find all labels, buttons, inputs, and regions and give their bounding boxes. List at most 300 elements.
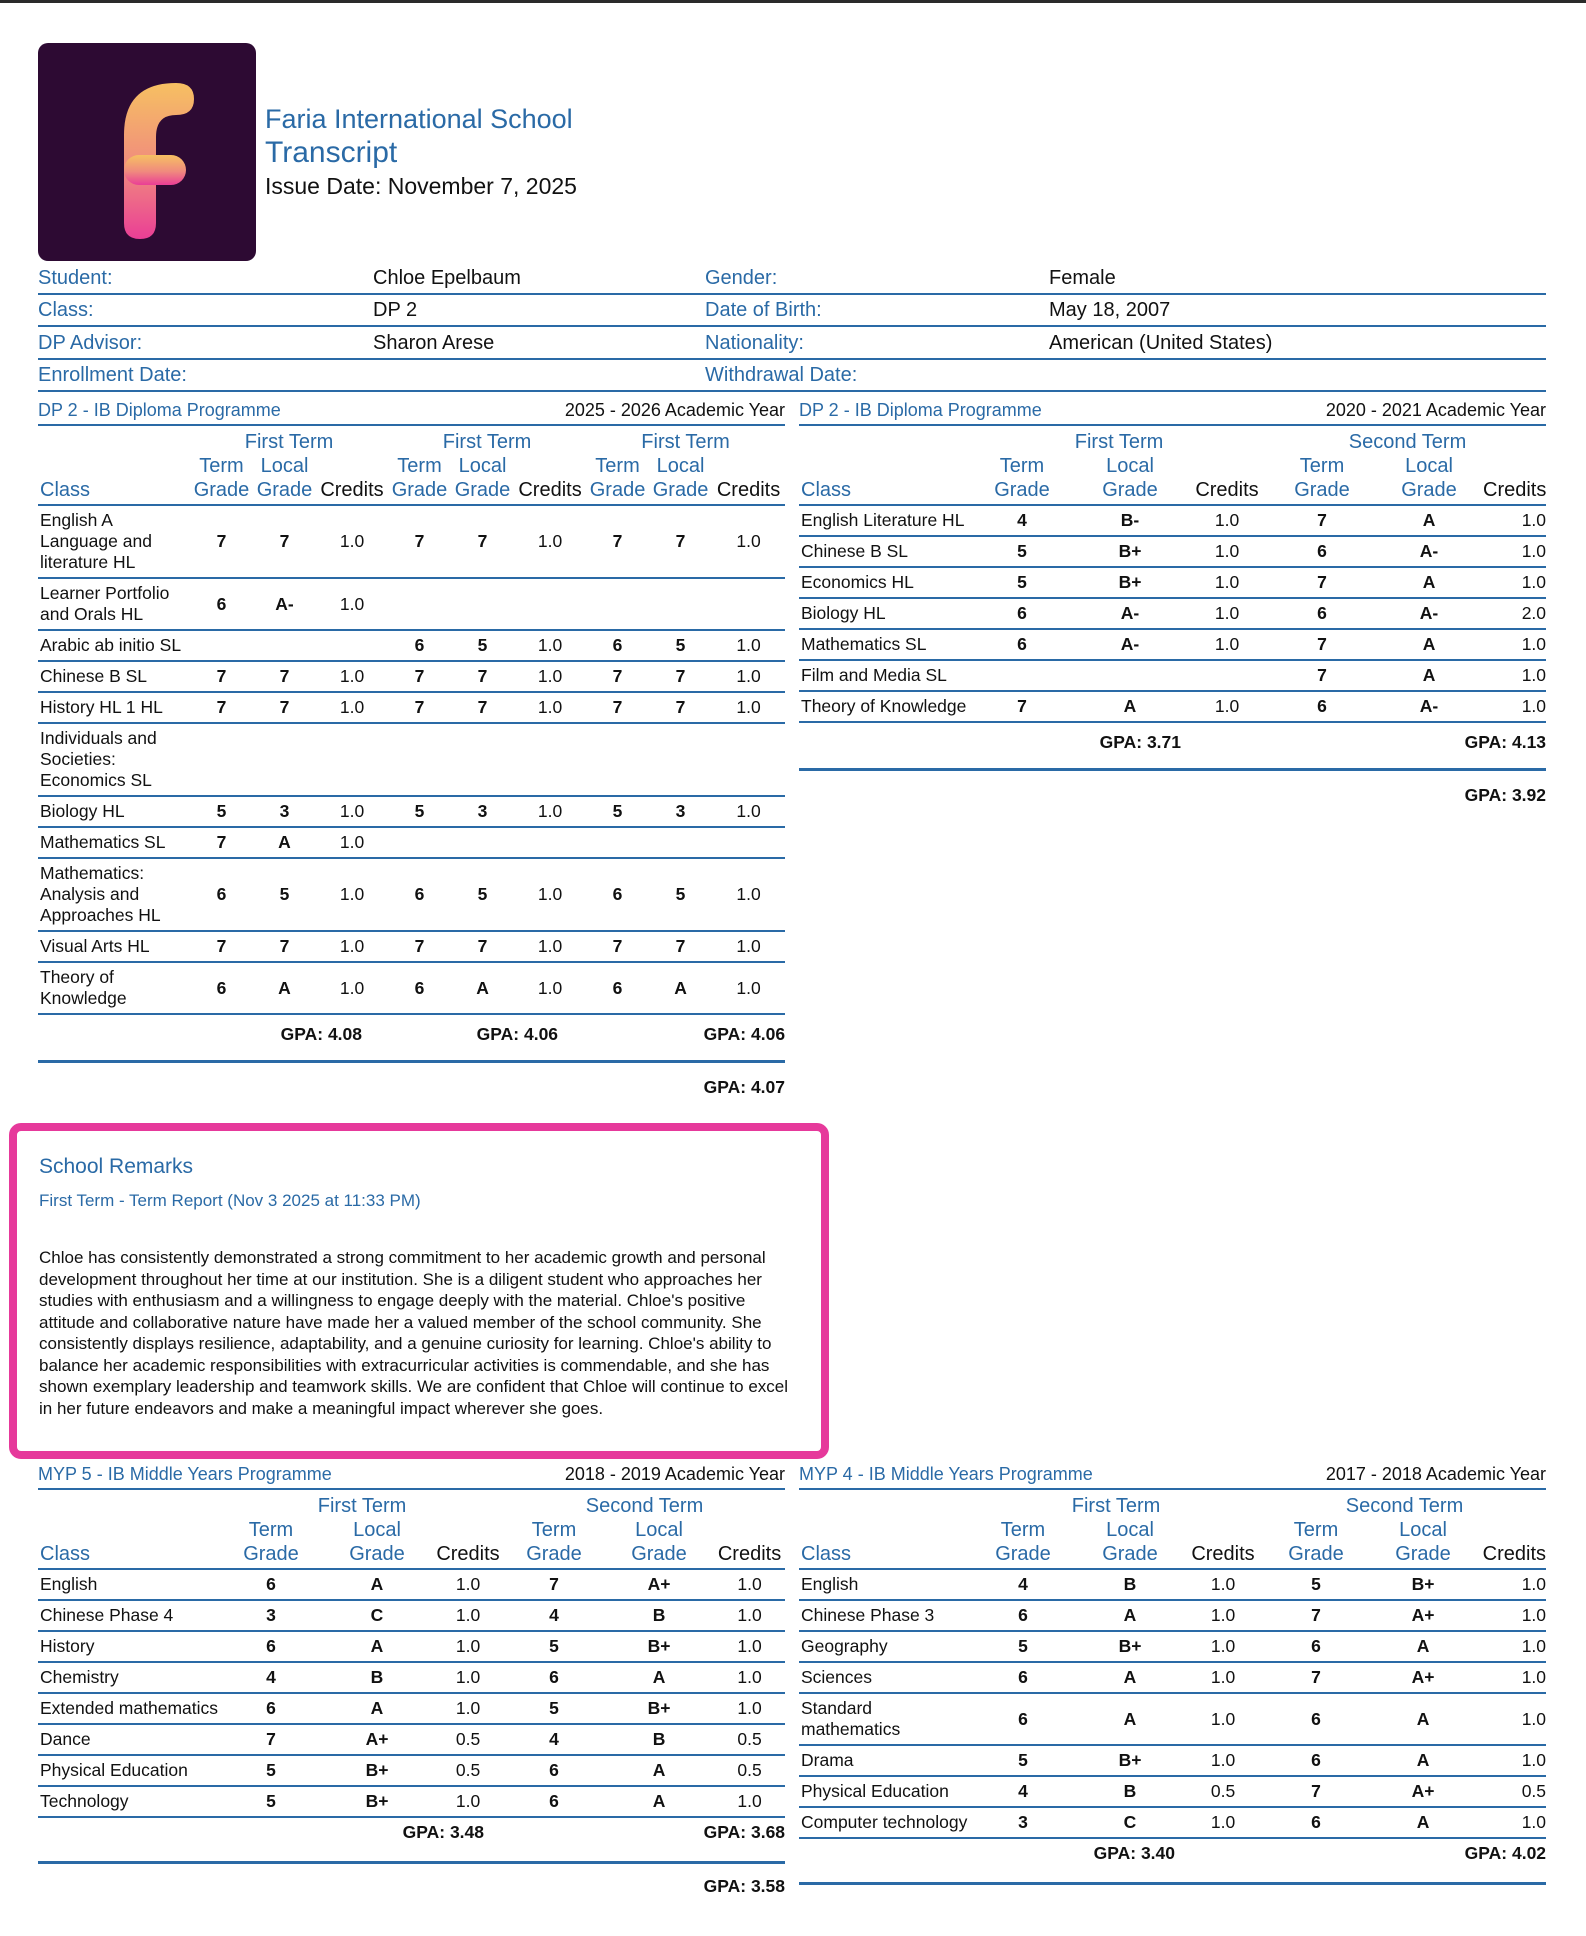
dp2-2025-section <box>38 402 785 1098</box>
term-grade-cell: 7 <box>1269 629 1375 660</box>
info-row <box>38 262 1546 295</box>
local-grade-cell: 7 <box>649 692 712 723</box>
local-grade-cell: A <box>1375 629 1483 660</box>
credits-cell: 1.0 <box>1483 691 1546 722</box>
grades-table <box>38 1490 785 1847</box>
year-gpa: GPA: 4.07 <box>703 1077 785 1097</box>
school-name: Faria International School <box>265 104 573 134</box>
credits-cell: 1.0 <box>316 858 388 931</box>
class-name-cell: English <box>38 1569 220 1600</box>
local-grade-cell: 7 <box>253 661 316 692</box>
term-grade-cell: 7 <box>388 661 451 692</box>
term-spacer <box>38 1490 220 1518</box>
term-grade-cell: 7 <box>388 505 451 578</box>
term-header: Second Term <box>585 1495 704 1517</box>
gpa-divider <box>38 1060 785 1063</box>
local-grade-header: Local Grade <box>1077 1518 1183 1569</box>
credits-cell: 1.0 <box>1183 1631 1263 1662</box>
local-grade-cell: A- <box>1375 536 1483 567</box>
term-grade-header: Term Grade <box>586 454 649 505</box>
class-name-cell: English <box>799 1569 969 1600</box>
class-name-cell: Physical Education <box>38 1755 220 1786</box>
class-name-cell: English A Language and literature HL <box>38 505 190 578</box>
term-grade-cell: 5 <box>220 1755 322 1786</box>
class-name-cell: Film and Media SL <box>799 660 969 691</box>
local-grade-header: Local Grade <box>1375 454 1483 505</box>
term-grade-cell: 7 <box>1263 1776 1369 1807</box>
gpa-divider <box>38 1861 785 1864</box>
local-grade-cell <box>649 827 712 858</box>
term-grade-cell: 6 <box>1269 536 1375 567</box>
credits-cell: 1.0 <box>514 931 586 962</box>
credits-header: Credits <box>316 454 388 505</box>
term-grade-cell: 6 <box>190 858 253 931</box>
local-grade-cell: A <box>1369 1693 1477 1745</box>
local-grade-cell: 5 <box>649 630 712 661</box>
local-grade-cell: A <box>1075 691 1185 722</box>
credits-cell: 2.0 <box>1483 598 1546 629</box>
gpa-row <box>38 1817 785 1847</box>
credits-cell: 1.0 <box>514 661 586 692</box>
local-grade-cell: 7 <box>253 931 316 962</box>
term-grade-cell <box>190 630 253 661</box>
term-grade-cell: 5 <box>969 1745 1077 1776</box>
document-title: Transcript <box>265 136 398 169</box>
local-grade-cell: B+ <box>322 1786 432 1817</box>
term-grade-cell: 6 <box>220 1693 322 1724</box>
local-grade-cell: 7 <box>649 505 712 578</box>
year-gpa: GPA: 3.58 <box>703 1876 785 1896</box>
term-header: First Term <box>442 431 532 453</box>
class-name-cell: Individuals and Societies: Economics SL <box>38 723 190 796</box>
term-grade-header: Term Grade <box>190 454 253 505</box>
term-grade-cell: 7 <box>388 692 451 723</box>
credits-cell: 1.0 <box>1185 691 1269 722</box>
local-grade-cell: A <box>604 1786 714 1817</box>
info-row <box>38 327 1546 360</box>
term-grade-cell: 6 <box>220 1631 322 1662</box>
credits-cell: 1.0 <box>1185 598 1269 629</box>
local-grade-cell: A+ <box>604 1569 714 1600</box>
term-header: First Term <box>1074 431 1164 453</box>
info-label: Date of Birth: <box>705 299 822 321</box>
local-grade-cell: B <box>1077 1569 1183 1600</box>
credits-cell: 1.0 <box>1477 1600 1546 1631</box>
local-grade-cell: C <box>322 1600 432 1631</box>
credits-cell: 1.0 <box>316 962 388 1014</box>
term-grade-cell: 5 <box>586 796 649 827</box>
gpa-row <box>799 1838 1546 1868</box>
term-grade-cell: 5 <box>504 1693 604 1724</box>
credits-cell: 1.0 <box>714 1786 785 1817</box>
term-grade-header: Term Grade <box>504 1518 604 1569</box>
credits-cell: 1.0 <box>432 1569 504 1600</box>
credits-cell: 0.5 <box>1477 1776 1546 1807</box>
local-grade-cell: 7 <box>649 661 712 692</box>
academic-year: 2020 - 2021 Academic Year <box>1325 400 1546 420</box>
local-grade-cell: A- <box>1075 598 1185 629</box>
credits-cell: 1.0 <box>714 1569 785 1600</box>
term-grade-cell: 7 <box>586 692 649 723</box>
local-grade-cell: A <box>322 1631 432 1662</box>
local-grade-header: Local Grade <box>1369 1518 1477 1569</box>
term-grade-header: Term Grade <box>969 454 1075 505</box>
local-grade-cell: A <box>253 962 316 1014</box>
local-grade-cell: B- <box>1075 505 1185 536</box>
table-body <box>799 505 1546 722</box>
term-grade-cell: 7 <box>190 931 253 962</box>
table-row <box>38 692 785 723</box>
term-grade-cell: 6 <box>586 962 649 1014</box>
term-grade-cell: 6 <box>1269 691 1375 722</box>
program-name: DP 2 - IB Diploma Programme <box>38 400 281 420</box>
table-body <box>38 1569 785 1817</box>
class-name-cell: Theory of Knowledge <box>799 691 969 722</box>
term-spacer <box>38 426 190 454</box>
local-grade-cell: A- <box>1075 629 1185 660</box>
credits-cell: 1.0 <box>1185 567 1269 598</box>
table-row <box>799 1776 1546 1807</box>
local-grade-header: Local Grade <box>253 454 316 505</box>
credits-cell: 1.0 <box>712 796 785 827</box>
term-grade-cell: 7 <box>190 661 253 692</box>
local-grade-cell: A <box>1077 1600 1183 1631</box>
local-grade-cell: A <box>604 1755 714 1786</box>
term-grade-cell: 7 <box>190 692 253 723</box>
info-label: Withdrawal Date: <box>705 364 858 386</box>
term-grade-cell: 6 <box>504 1755 604 1786</box>
class-name-cell: Physical Education <box>799 1776 969 1807</box>
credits-cell: 1.0 <box>1477 1807 1546 1838</box>
class-name-cell: English Literature HL <box>799 505 969 536</box>
credits-header: Credits <box>1185 454 1269 505</box>
local-grade-cell: A+ <box>1369 1600 1477 1631</box>
term-gpa: GPA: 4.13 <box>1464 732 1547 752</box>
credits-cell: 1.0 <box>1477 1631 1546 1662</box>
credits-cell: 1.0 <box>1185 536 1269 567</box>
table-row <box>38 1786 785 1817</box>
grades-table <box>38 426 785 1054</box>
term-grade-cell: 4 <box>504 1724 604 1755</box>
top-border <box>0 0 1586 3</box>
credits-cell: 1.0 <box>1185 505 1269 536</box>
issue-date: Issue Date: November 7, 2025 <box>265 173 577 199</box>
term-grade-cell: 6 <box>969 1693 1077 1745</box>
term-grade-cell <box>388 723 451 796</box>
info-value: American (United States) <box>1049 331 1273 354</box>
local-grade-cell: A- <box>1375 691 1483 722</box>
term-grade-cell: 6 <box>1263 1631 1369 1662</box>
local-grade-cell: B+ <box>1369 1569 1477 1600</box>
section-header <box>38 402 785 426</box>
local-grade-cell: A <box>1375 660 1483 691</box>
term-grade-cell: 6 <box>969 598 1075 629</box>
local-grade-cell: B+ <box>322 1755 432 1786</box>
term-grade-header: Term Grade <box>220 1518 322 1569</box>
myp4-section <box>799 1466 1546 1885</box>
info-label: Enrollment Date: <box>38 364 187 386</box>
class-name-cell: Mathematics SL <box>38 827 190 858</box>
term-grade-cell: 7 <box>586 661 649 692</box>
term-grade-header: Term Grade <box>388 454 451 505</box>
local-grade-cell <box>451 578 514 630</box>
info-value: Female <box>1049 266 1116 289</box>
credits-cell: 1.0 <box>714 1693 785 1724</box>
table-row <box>38 858 785 931</box>
school-logo <box>38 43 256 261</box>
credits-cell: 1.0 <box>514 858 586 931</box>
table-row <box>38 1662 785 1693</box>
local-grade-cell <box>451 723 514 796</box>
term-grade-cell: 5 <box>504 1631 604 1662</box>
table-row <box>799 1693 1546 1745</box>
remarks-subtitle: First Term - Term Report (Nov 3 2025 at 11:33 PM) <box>39 1191 421 1210</box>
table-row <box>38 630 785 661</box>
credits-cell <box>1185 660 1269 691</box>
table-body <box>799 1569 1546 1838</box>
class-col-header: Class <box>38 454 190 505</box>
table-row <box>799 598 1546 629</box>
class-name-cell: Theory of Knowledge <box>38 962 190 1014</box>
class-name-cell: Drama <box>799 1745 969 1776</box>
info-row <box>38 295 1546 328</box>
local-grade-cell: B+ <box>604 1631 714 1662</box>
credits-cell: 1.0 <box>712 661 785 692</box>
local-grade-cell: A <box>649 962 712 1014</box>
local-grade-header: Local Grade <box>451 454 514 505</box>
local-grade-cell: A+ <box>322 1724 432 1755</box>
local-grade-cell: B+ <box>1077 1745 1183 1776</box>
term-header: Second Term <box>1345 1495 1464 1517</box>
gpa-row <box>799 722 1546 762</box>
term-grade-cell: 6 <box>1263 1693 1369 1745</box>
table-row <box>799 1807 1546 1838</box>
credits-cell: 1.0 <box>712 962 785 1014</box>
credits-cell: 1.0 <box>712 931 785 962</box>
class-name-cell: Computer technology <box>799 1807 969 1838</box>
credits-cell: 1.0 <box>712 858 785 931</box>
credits-cell: 1.0 <box>316 827 388 858</box>
credits-cell: 0.5 <box>1183 1776 1263 1807</box>
term-grade-cell: 7 <box>586 931 649 962</box>
local-grade-cell <box>253 723 316 796</box>
table-row <box>38 1693 785 1724</box>
table-body <box>38 505 785 1014</box>
class-col-header: Class <box>799 1518 969 1569</box>
class-name-cell: Learner Portfolio and Orals HL <box>38 578 190 630</box>
class-name-cell: Chinese B SL <box>799 536 969 567</box>
class-name-cell: History HL 1 HL <box>38 692 190 723</box>
info-value: May 18, 2007 <box>1049 299 1171 321</box>
credits-header: Credits <box>712 454 785 505</box>
local-grade-cell: 7 <box>451 505 514 578</box>
credits-cell <box>514 578 586 630</box>
local-grade-cell: 3 <box>451 796 514 827</box>
credits-cell <box>712 578 785 630</box>
local-grade-header: Local Grade <box>649 454 712 505</box>
class-name-cell: Mathematics: Analysis and Approaches HL <box>38 858 190 931</box>
class-name-cell: History <box>38 1631 220 1662</box>
academic-year: 2025 - 2026 Academic Year <box>564 400 785 420</box>
credits-header: Credits <box>432 1518 504 1569</box>
local-grade-cell: A+ <box>1369 1776 1477 1807</box>
dp2-2020-section <box>799 402 1546 806</box>
table-row <box>38 505 785 578</box>
local-grade-cell: C <box>1077 1807 1183 1838</box>
term-grade-cell: 7 <box>1269 505 1375 536</box>
credits-cell <box>316 723 388 796</box>
class-name-cell: Technology <box>38 1786 220 1817</box>
local-grade-cell: 3 <box>649 796 712 827</box>
section-header <box>799 1466 1546 1490</box>
credits-cell <box>712 723 785 796</box>
credits-cell: 1.0 <box>316 796 388 827</box>
info-row <box>38 360 1546 393</box>
term-spacer <box>799 426 969 454</box>
info-label: Student: <box>38 266 113 289</box>
term-grade-cell: 6 <box>388 962 451 1014</box>
local-grade-cell: A <box>1375 505 1483 536</box>
table-row <box>38 962 785 1014</box>
term-grade-cell: 3 <box>969 1807 1077 1838</box>
local-grade-cell: A+ <box>1369 1662 1477 1693</box>
credits-cell: 1.0 <box>712 630 785 661</box>
term-grade-cell: 7 <box>1263 1662 1369 1693</box>
credits-cell <box>514 723 586 796</box>
local-grade-cell: A- <box>253 578 316 630</box>
term-grade-cell: 6 <box>388 858 451 931</box>
local-grade-cell: A <box>322 1693 432 1724</box>
local-grade-cell: A <box>604 1662 714 1693</box>
info-value: DP 2 <box>373 299 418 321</box>
term-grade-cell: 5 <box>969 567 1075 598</box>
local-grade-cell: B <box>1077 1776 1183 1807</box>
class-col-header: Class <box>38 1518 220 1569</box>
credits-cell: 1.0 <box>712 692 785 723</box>
term-grade-cell <box>969 660 1075 691</box>
term-grade-cell: 7 <box>586 505 649 578</box>
local-grade-cell <box>451 827 514 858</box>
credits-cell <box>514 827 586 858</box>
class-name-cell: Visual Arts HL <box>38 931 190 962</box>
credits-cell: 1.0 <box>1183 1569 1263 1600</box>
table-row <box>799 1600 1546 1631</box>
credits-cell <box>316 630 388 661</box>
credits-cell: 1.0 <box>1483 536 1546 567</box>
remarks-text: Chloe has consistently demonstrated a strong commitment to her academic growth and personal development throughout her time at our institution. She is a diligent student who approaches her studies with enthusiasm and a willingness to engage deeply with the material. Chloe's positive attitude and collaborative nature have made her a valued member of the school community. She consistently displays resilience, adaptability, and a genuine curiosity for learning. Chloe's ability to balance her academic responsibilities with extracurricular activities is commendable, and she has shown exemplary leadership and teamwork skills. We are confident that Chloe will continue to excel in her future endeavors and make a meaningful impact wherever she goes. <box>39 1248 789 1418</box>
program-name: MYP 4 - IB Middle Years Programme <box>799 1464 1093 1484</box>
table-row <box>799 1631 1546 1662</box>
term-grade-cell <box>190 723 253 796</box>
term-grade-cell: 5 <box>190 796 253 827</box>
program-name: DP 2 - IB Diploma Programme <box>799 400 1042 420</box>
term-grade-cell: 3 <box>220 1600 322 1631</box>
credits-cell: 0.5 <box>714 1755 785 1786</box>
credits-cell: 1.0 <box>514 630 586 661</box>
credits-cell: 0.5 <box>432 1755 504 1786</box>
term-gpa: GPA: 4.06 <box>476 1024 559 1044</box>
table-row <box>38 723 785 796</box>
credits-cell: 1.0 <box>714 1662 785 1693</box>
term-grade-cell: 6 <box>504 1662 604 1693</box>
info-value: Chloe Epelbaum <box>373 266 521 289</box>
credits-cell <box>712 827 785 858</box>
term-grade-cell: 5 <box>969 1631 1077 1662</box>
term-grade-header: Term Grade <box>969 1518 1077 1569</box>
credits-cell: 1.0 <box>1477 1745 1546 1776</box>
term-grade-cell <box>586 827 649 858</box>
credits-cell: 1.0 <box>1483 567 1546 598</box>
local-grade-cell: 7 <box>253 505 316 578</box>
term-grade-cell: 7 <box>190 827 253 858</box>
credits-cell: 1.0 <box>1183 1807 1263 1838</box>
term-grade-cell: 7 <box>190 505 253 578</box>
info-label: Gender: <box>705 266 778 289</box>
local-grade-cell: B <box>604 1724 714 1755</box>
credits-cell: 1.0 <box>316 578 388 630</box>
grades-table <box>799 1490 1546 1868</box>
term-grade-cell <box>388 827 451 858</box>
term-grade-cell: 6 <box>220 1569 322 1600</box>
credits-cell: 1.0 <box>1483 660 1546 691</box>
section-header <box>799 402 1546 426</box>
info-label: Nationality: <box>705 331 804 354</box>
term-grade-cell <box>586 578 649 630</box>
term-grade-cell: 7 <box>1269 660 1375 691</box>
program-name: MYP 5 - IB Middle Years Programme <box>38 1464 332 1484</box>
remarks-title: School Remarks <box>39 1155 194 1178</box>
local-grade-cell: 7 <box>451 931 514 962</box>
section-header <box>38 1466 785 1490</box>
class-name-cell: Economics HL <box>799 567 969 598</box>
term-grade-cell: 7 <box>1269 567 1375 598</box>
term-grade-cell: 5 <box>1263 1569 1369 1600</box>
term-grade-cell: 5 <box>388 796 451 827</box>
credits-cell: 1.0 <box>514 692 586 723</box>
table-row <box>799 1745 1546 1776</box>
table-row <box>799 567 1546 598</box>
local-grade-cell: 5 <box>451 630 514 661</box>
local-grade-cell: A- <box>1375 598 1483 629</box>
credits-cell: 1.0 <box>1183 1662 1263 1693</box>
myp5-section <box>38 1466 785 1897</box>
credits-header: Credits <box>1477 1518 1546 1569</box>
table-row <box>799 660 1546 691</box>
term-header: First Term <box>1071 1495 1161 1517</box>
class-col-header: Class <box>799 454 969 505</box>
student-info <box>38 262 1546 392</box>
local-grade-cell: 7 <box>649 931 712 962</box>
local-grade-cell: 5 <box>451 858 514 931</box>
table-row <box>799 1569 1546 1600</box>
local-grade-cell: A <box>1369 1631 1477 1662</box>
local-grade-cell: A <box>322 1569 432 1600</box>
credits-cell: 1.0 <box>1477 1693 1546 1745</box>
local-grade-cell <box>649 578 712 630</box>
credits-header: Credits <box>1483 454 1546 505</box>
year-gpa: GPA: 3.92 <box>1464 785 1546 805</box>
term-grade-cell: 7 <box>504 1569 604 1600</box>
local-grade-cell: B <box>604 1600 714 1631</box>
local-grade-cell: B+ <box>1075 567 1185 598</box>
table-row <box>38 827 785 858</box>
term-grade-cell: 6 <box>190 578 253 630</box>
credits-cell: 1.0 <box>316 692 388 723</box>
credits-cell: 0.5 <box>714 1724 785 1755</box>
term-grade-cell: 7 <box>1263 1600 1369 1631</box>
class-name-cell: Chinese Phase 3 <box>799 1600 969 1631</box>
local-grade-cell: A <box>1369 1745 1477 1776</box>
